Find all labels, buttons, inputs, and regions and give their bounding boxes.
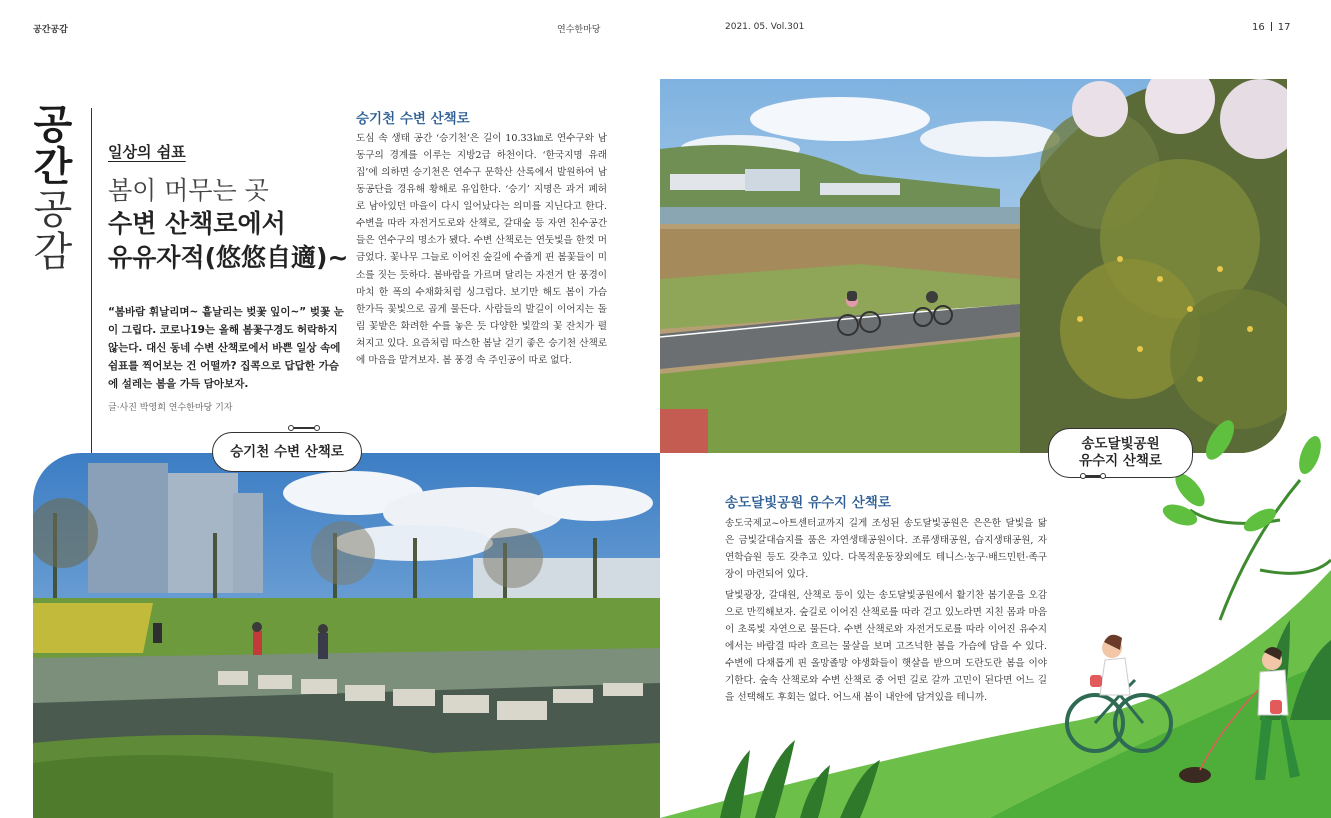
section-1-tag: 승기천 수변 산책로 [212, 432, 362, 472]
page-divider [1271, 22, 1272, 31]
bike-path-photo [660, 79, 1287, 453]
page-right: 17 [1277, 22, 1291, 33]
tag-connector [1080, 473, 1106, 479]
vertical-divider [91, 108, 92, 454]
section-2-body-2: 달빛광장, 갈대원, 산책로 등이 있는 송도달빛공원에서 활기찬 봄기운을 오감으로 만끽해보자. 숲길로 이어진 산책로를 따라 걷고 있노라면 지친 몸과 마음이 초록빛 자연으로 물든다. 수변 산책로와 자전거도로를 따라 이어진 유수지에서는 바람결 따라 흐르는 물살을 보며 고즈넉한 봄을 가슴에 담을 수 있다. 수변에 다채롭게 핀 올망졸망 야생화들이 햇살을 받으며 도란도란 봄을 이야기한다. 숲속 산책로와 수변 산책로 중 어떤 길로 갈까 고민이 된다면 어느 길을 선택해도 후회는 없다. 어느새 봄이 내안에 담겨있을 테니까. [725, 590, 1047, 704]
article-byline: 글·사진 박영희 연수한마당 기자 [108, 403, 233, 413]
stepping-stones-photo [33, 453, 660, 818]
section-2-title: 송도달빛공원 유수지 산책로 [725, 495, 891, 511]
vertical-title-char: 공 [33, 102, 73, 148]
section-1-title: 승기천 수변 산책로 [356, 111, 470, 127]
headline-line-3: 유유자적(悠悠自適)~ [108, 242, 349, 272]
vertical-title-char: 공 [33, 186, 73, 233]
vertical-title-char: 간 [33, 144, 73, 191]
section-2-tag-line-2: 유수지 산책로 [1079, 453, 1162, 469]
article-headline [108, 174, 348, 274]
issue-info: 2021. 05. Vol.301 [725, 22, 805, 32]
vertical-title-char: 감 [33, 229, 73, 276]
page-numbers [1252, 22, 1290, 33]
section-2-tag [1048, 428, 1193, 478]
headline-line-2: 수변 산책로에서 [108, 209, 286, 239]
section-1-body: 도심 속 생태 공간 ‘승기천’은 길이 10.33㎞로 연수구와 남동구의 경계를 이루는 지방2급 하천이다. ‘한국지명 유래집’에 의하면 승기천은 연수구 문학산 산록에서 발원하여 남동공단을 경유해 황해로 유입한다. ‘승기’ 지명은 과거 폐허로 남아있던 마을이 다시 일어났다는 의미를 지닌다고 한다. 수변을 따라 자전거도로와 산책로, 갈대숲 등 자연 친수공간들은 연수구의 명소가 됐다. 수변 산책로는 연둣빛을 한껏 머금었다. 꽃나무 그늘로 이어진 숲길에 수줍게 핀 봄꽃들이 미소를 짓는 듯하다. 봄바람을 가르며 달리는 자전거 탄 풍경이 마치 한 폭의 수채화처럼 싱그럽다. 보기만 해도 봄이 가슴 한가득 꽃빛으로 곱게 물든다. 사람들의 발길이 이어지는 돌림 꽃밭은 화려한 수를 놓은 듯 다양한 빛깔의 꽃 잔치가 펼쳐지고 있다. 요즘처럼 따스한 봄날 걷기 좋은 승기천 산책로에 마음을 맡겨보자. 봄 풍경 속 주인공이 따로 없다. [356, 133, 607, 366]
vertical-section-title [30, 104, 76, 274]
article-lead: “봄바람 휘날리며~ 흩날리는 벚꽃 잎이~” 벚꽃 눈이 그립다. 코로나19는 올해 봄꽃구경도 허락하지 않는다. 대신 동네 수변 산책로에서 바쁜 일상 속에 쉼표를 찍어보는 건 어떨까? 집콕으로 답답한 가슴에 설레는 봄을 가득 담아보자. [108, 306, 344, 391]
article-kicker: 일상의 쉼표 [108, 143, 186, 161]
page-left: 16 [1252, 22, 1265, 33]
section-2-body-1: 송도국제교~아트센터교까지 길게 조성된 송도달빛공원은 은은한 달빛을 닮은 금빛갈대습지를 품은 자연생태공원이다. 조류생태공원, 습지생태공원, 자연학습원 등도 갖추고 있다. 다목적운동장외에도 테니스·농구·배드민턴·족구장이 마련되어 있다. [725, 518, 1047, 581]
section-2-tag-line-1: 송도달빛공원 [1081, 436, 1160, 453]
tag-connector [288, 425, 320, 431]
section-name: 공간공감 [33, 25, 68, 35]
magazine-name: 연수한마당 [557, 25, 601, 35]
headline-line-1: 봄이 머무는 곳 [108, 176, 269, 205]
